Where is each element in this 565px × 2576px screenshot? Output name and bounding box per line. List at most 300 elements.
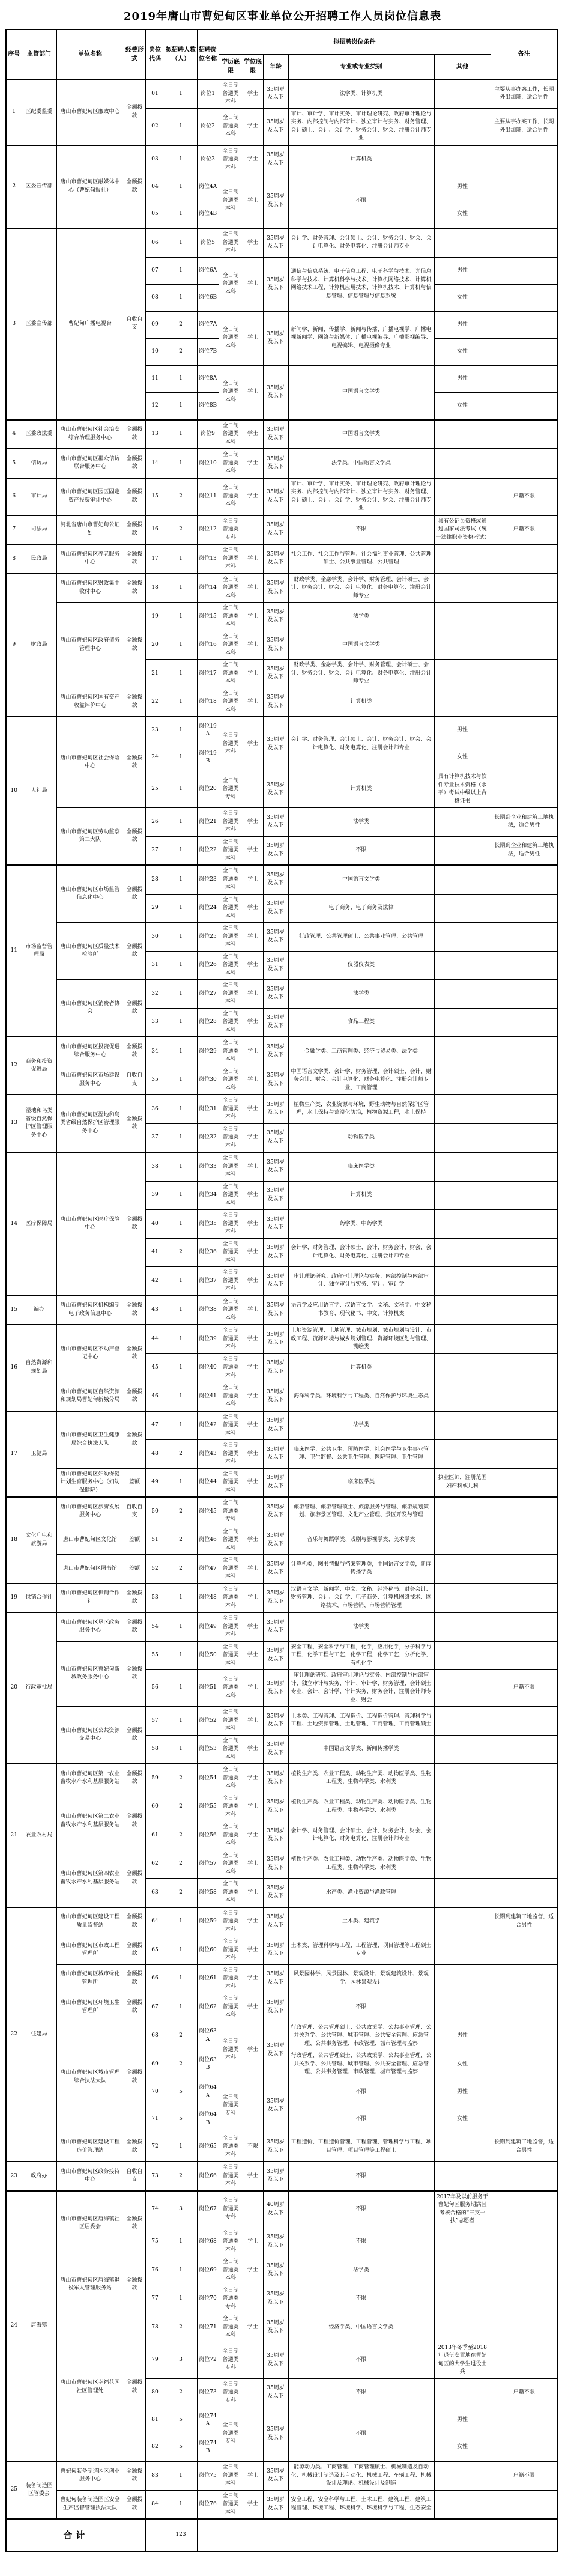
table-cell: 1 — [165, 1181, 197, 1210]
table-cell: 全日制普通类本科 — [219, 865, 243, 894]
table-cell: 唐海镇 — [22, 2191, 56, 2462]
table-cell: 全日制普通类本科 — [219, 574, 243, 603]
table-cell: 全日制普通类本科 — [219, 1123, 243, 1152]
table-cell — [491, 2342, 558, 2378]
table-cell: 男性 — [434, 365, 491, 392]
table-cell: 土地资源管理、土地管理、城市规划、城市规划与设计、市政工程、资源环境与城乡规划管理、资源环境区划与管理、测绘类 — [288, 1325, 434, 1353]
table-cell: 51 — [145, 1526, 165, 1555]
table-cell: 35周岁及以下 — [263, 2256, 288, 2285]
table-cell: 岗位47 — [197, 1555, 219, 1584]
table-cell: 9 — [6, 574, 22, 717]
table-cell: 学士 — [243, 1468, 263, 1497]
table-cell: 岗位33 — [197, 1152, 219, 1181]
table-cell: 学士 — [243, 1555, 263, 1584]
table-cell — [434, 1907, 491, 1936]
table-cell: 学士 — [243, 980, 263, 1009]
table-cell: 安全工程、安全科学与工程、土木工程、建筑工程、建筑工程管理、环境工程、环境科学、环境科学与工程、生态安全 — [288, 2490, 434, 2519]
table-cell: 唐山市曹妃甸区不动产登记中心 — [56, 1325, 124, 1382]
table-cell: 全额拨款 — [124, 923, 145, 980]
table-cell: 唐山市曹妃甸区廉政中心 — [56, 79, 124, 145]
table-cell: 31 — [145, 951, 165, 980]
table-cell — [243, 1497, 263, 1526]
table-cell: 岗位61 — [197, 1964, 219, 1993]
table-cell: 58 — [145, 1735, 165, 1764]
header-cell: 招聘岗位名称 — [197, 29, 219, 79]
table-cell: 唐山市曹妃甸区城市绿化管理所 — [56, 1964, 124, 1993]
table-cell: 唐山市曹妃甸区城市管理综合执法大队 — [56, 2022, 124, 2133]
table-cell: 唐山市曹妃甸区第一农业畜牧水产水利基层服务站 — [56, 1764, 124, 1793]
table-cell: 73 — [145, 2161, 165, 2191]
table-cell: 1 — [165, 631, 197, 660]
table-cell: 1 — [165, 79, 197, 108]
table-cell: 男性 — [434, 311, 491, 338]
table-cell: 35周岁及以下 — [263, 1584, 288, 1613]
table-cell: 69 — [145, 2050, 165, 2079]
table-cell: 35周岁及以下 — [263, 1008, 288, 1037]
table-cell: 学士 — [243, 2313, 263, 2342]
table-cell: 1 — [165, 1670, 197, 1707]
header-cell: 单位名称 — [56, 29, 124, 79]
table-cell: 1 — [165, 1353, 197, 1382]
table-cell: 全日制普通类本科 — [219, 1670, 243, 1707]
table-cell: 2 — [165, 1850, 197, 1879]
table-cell — [491, 865, 558, 894]
table-cell: 35周岁及以下 — [263, 2490, 288, 2519]
table-cell: 20 — [145, 631, 165, 660]
table-cell: 1 — [165, 980, 197, 1009]
table-cell: 唐山市曹妃甸区政府债务管理中心 — [56, 603, 124, 688]
table-cell — [434, 894, 491, 923]
table-cell — [491, 1850, 558, 1879]
table-cell: 岗位70 — [197, 2285, 219, 2313]
table-cell: 12 — [145, 392, 165, 420]
table-cell: 35周岁及以下 — [263, 257, 288, 311]
table-cell: 商务和投资促进局 — [22, 1037, 56, 1095]
table-cell: 学士 — [243, 1850, 263, 1879]
table-cell: 35周岁及以下 — [263, 1735, 288, 1764]
table-cell: 唐山市曹妃甸区公共资源交易中心 — [56, 1707, 124, 1764]
table-cell: 2 — [165, 2378, 197, 2407]
table-cell: 学士 — [243, 1764, 263, 1793]
table-cell — [243, 2191, 263, 2228]
table-cell: 法学类 — [288, 808, 434, 837]
table-cell: 学士 — [243, 808, 263, 837]
table-cell: 水产类、渔业资源与渔政管理 — [288, 1879, 434, 1907]
table-cell: 临床医学、公共卫生、预防医学、社会医学与卫生事业管理、卫生监督、公共卫生管理、医院管理、卫生管理 — [288, 1440, 434, 1469]
table-cell: 岗位69 — [197, 2256, 219, 2285]
table-cell — [491, 923, 558, 952]
table-cell: 1 — [165, 1411, 197, 1440]
table-cell: 学士 — [243, 1152, 263, 1181]
table-cell: 学士 — [243, 79, 263, 108]
table-cell: 1 — [165, 1964, 197, 1993]
table-cell: 行政管理、公共管理硕士、公共政策学、公共事业管理、公共关系学、公共管理、城市管理、公共安全管理、应急管理、公共事务管理、市政管理、城市管理与监察 — [288, 2022, 434, 2050]
table-cell: 2 — [165, 1497, 197, 1526]
table-cell — [491, 420, 558, 449]
table-cell: 35周岁及以下 — [263, 1037, 288, 1066]
table-cell: 岗位52 — [197, 1707, 219, 1736]
table-cell — [434, 1670, 491, 1707]
table-cell: 18 — [6, 1497, 22, 1584]
table-cell: 1 — [165, 228, 197, 257]
table-cell: 唐山市曹妃甸区图书馆 — [56, 1555, 124, 1584]
table-cell: 全日制普通类本科 — [219, 980, 243, 1009]
table-cell: 不限 — [288, 515, 434, 545]
table-cell — [434, 2313, 491, 2342]
table-cell: 15 — [145, 478, 165, 515]
header-cell: 学历底限 — [219, 55, 243, 80]
table-cell: 计算机类 — [288, 771, 434, 808]
table-cell: 全日制普通类本科 — [219, 257, 243, 311]
table-cell — [491, 2285, 558, 2313]
table-cell: 学士 — [243, 1735, 263, 1764]
table-cell: 83 — [145, 2461, 165, 2490]
table-cell: 35周岁及以下 — [263, 1325, 288, 1353]
table-cell: 学士 — [243, 2161, 263, 2191]
table-cell: 不限 — [288, 2228, 434, 2256]
table-cell: 22 — [145, 688, 165, 717]
table-cell: 84 — [145, 2490, 165, 2519]
table-cell: 不限 — [288, 836, 434, 865]
table-cell: 文化广电和旅游局 — [22, 1497, 56, 1584]
table-cell: 35周岁及以下 — [263, 2161, 288, 2191]
table-cell: 岗位42 — [197, 1411, 219, 1440]
table-cell: 唐山市曹妃甸区市场建设服务中心 — [56, 1066, 124, 1095]
page-title: 2019年唐山市曹妃甸区事业单位公开招聘工作人员岗位信息表 — [123, 10, 442, 23]
table-cell — [434, 865, 491, 894]
table-cell: 7 — [6, 515, 22, 545]
table-cell — [491, 1468, 558, 1497]
header-cell: 经费形式 — [124, 29, 145, 79]
table-cell: 全额拨款 — [124, 1850, 145, 1907]
table-cell: 82 — [145, 2434, 165, 2462]
table-cell: 女性 — [434, 2050, 491, 2079]
table-cell: 学士 — [243, 923, 263, 952]
table-cell: 26 — [145, 808, 165, 837]
table-cell: 唐山市曹妃甸区国有资产收益评价中心 — [56, 688, 124, 717]
table-cell — [491, 660, 558, 688]
table-cell — [491, 1879, 558, 1907]
table-cell: 女性 — [434, 284, 491, 311]
table-cell: 71 — [145, 2106, 165, 2133]
table-cell — [491, 1325, 558, 1353]
table-cell: 岗位34 — [197, 1181, 219, 1210]
table-cell: 主要从事办案工作，长期外出加班，适合男性 — [491, 108, 558, 145]
table-cell: 供销合作社 — [22, 1584, 56, 1613]
table-cell: 唐山市曹妃甸区建设工程造价管理站 — [56, 2133, 124, 2161]
table-cell: 学士 — [243, 2490, 263, 2519]
table-cell: 计算机类，图书情报与档案管理类，中国语言文学类，新闻传播学类 — [288, 1555, 434, 1584]
table-cell: 08 — [145, 284, 165, 311]
table-cell — [491, 257, 558, 284]
table-cell: 唐山市曹妃甸区妇幼保健计划生育服务中心（妇幼保健院） — [56, 1468, 124, 1497]
table-cell: 植物生产类、农业工程类、动物生产类、动物医学类、生物工程类、生物科学类、水利类 — [288, 1764, 434, 1793]
table-cell: 学士 — [243, 865, 263, 894]
table-cell: 岗位11 — [197, 478, 219, 515]
table-cell — [491, 228, 558, 257]
table-cell — [491, 1555, 558, 1584]
table-cell: 唐山市曹妃甸区供销合作社 — [56, 1584, 124, 1613]
table-cell: 户籍不限 — [491, 478, 558, 515]
table-cell: 32 — [145, 980, 165, 1009]
table-cell: 学士 — [243, 2256, 263, 2285]
table-cell: 唐山市曹妃甸区社会治安综合治理服务中心 — [56, 420, 124, 449]
table-cell: 21 — [6, 1764, 22, 1907]
table-cell: 学士 — [243, 420, 263, 449]
table-cell: 5 — [165, 2434, 197, 2462]
table-cell: 岗位1 — [197, 79, 219, 108]
table-cell — [434, 631, 491, 660]
table-cell — [434, 108, 491, 145]
table-cell: 35周岁及以下 — [263, 2022, 288, 2079]
table-cell: 旅游管理、旅游管理硕士、旅游服务与管理、旅游规划策划、旅游景区管理、文化产业管理、景区开发与管理 — [288, 1497, 434, 1526]
table-cell: 全日制普通类本科 — [219, 894, 243, 923]
table-cell: 全额拨款 — [124, 1793, 145, 1850]
table-cell: 户籍不限 — [491, 515, 558, 545]
table-cell: 30 — [145, 923, 165, 952]
table-cell: 09 — [145, 311, 165, 338]
table-cell: 全日制普通类本科 — [219, 145, 243, 174]
table-cell — [434, 228, 491, 257]
table-cell: 社会工作、社会工作与管理、社会福利事业管理、公共管理硕士、公共事业管理、公共管理 — [288, 544, 434, 574]
table-cell — [491, 980, 558, 1009]
table-cell: 学士 — [243, 257, 263, 311]
table-cell — [491, 2313, 558, 2342]
table-cell: 全额拨款 — [124, 1382, 145, 1411]
table-cell: 1 — [165, 1993, 197, 2022]
table-cell — [434, 1382, 491, 1411]
table-cell: 1 — [165, 2490, 197, 2519]
table-cell: 岗位25 — [197, 923, 219, 952]
table-cell: 工程造价、工程造价管理、工程管理、管理科学与工程、项目管理、项目管理等工程硕士 — [288, 2133, 434, 2161]
table-cell: 23 — [6, 2161, 22, 2191]
table-cell: 民政局 — [22, 544, 56, 574]
table-cell: 35周岁及以下 — [263, 717, 288, 771]
table-cell: 全日制普通类本科 — [219, 1210, 243, 1239]
table-cell: 学士 — [243, 1411, 263, 1440]
table-cell: 岗位63B — [197, 2050, 219, 2079]
table-cell: 全日制普通类本科 — [219, 2490, 243, 2519]
table-cell: 全额拨款 — [124, 2313, 145, 2462]
table-cell: 通信与信息系统、电子信息工程、电子科学与技术、光信息科学与技术、计算机科学与技术、计算机网络技术、计算机网络技术工程、计算机应用技术、计算机技术、计算机与信息管理、信息管理与信息系统 — [288, 257, 434, 311]
table-cell: 01 — [145, 79, 165, 108]
table-cell: 52 — [145, 1555, 165, 1584]
table-cell: 全日制普通类本科 — [219, 603, 243, 631]
table-cell: 75 — [145, 2228, 165, 2256]
table-cell — [434, 1555, 491, 1584]
table-cell: 岗位55 — [197, 1793, 219, 1821]
table-cell: 男性 — [434, 257, 491, 284]
table-cell: 55 — [145, 1641, 165, 1670]
table-cell — [491, 544, 558, 574]
table-cell: 1 — [165, 1612, 197, 1641]
table-cell: 户籍不限 — [491, 2378, 558, 2407]
table-cell: 岗位41 — [197, 1382, 219, 1411]
table-cell — [434, 1707, 491, 1736]
table-cell: 装备制造园区管委会 — [22, 2461, 56, 2519]
table-cell: 2 — [165, 1879, 197, 1907]
table-cell: 12 — [6, 1037, 22, 1095]
table-cell: 植物生产类、农业工程类、动物生产类、动物医学类、生物工程类、生物科学类、水利类 — [288, 1850, 434, 1879]
table-cell: 岗位26 — [197, 951, 219, 980]
table-cell — [491, 1612, 558, 1641]
table-cell: 具有公证员资格或通过国家司法考试（统一法律职业资格考试） — [434, 515, 491, 545]
table-cell: 女性 — [434, 2434, 491, 2462]
table-cell: 全额拨款 — [124, 145, 145, 229]
table-cell: 1 — [165, 836, 197, 865]
table-cell: 全日制普通类专科 — [219, 1497, 243, 1526]
table-cell: 女性 — [434, 338, 491, 365]
table-cell — [491, 1707, 558, 1736]
table-cell: 全额拨款 — [124, 808, 145, 866]
table-cell: 全额拨款 — [124, 1964, 145, 1993]
table-cell: 市场监督管理局 — [22, 865, 56, 1037]
table-cell: 35周岁及以下 — [263, 1066, 288, 1095]
table-cell: 13 — [145, 420, 165, 449]
table-cell: 学士 — [243, 1296, 263, 1325]
table-cell: 2013年冬季至2018年退伍安置地在曹妃甸区的大学生退役士兵 — [434, 2342, 491, 2378]
table-cell: 岗位64A — [197, 2079, 219, 2106]
table-cell — [243, 2285, 263, 2313]
table-cell — [491, 1411, 558, 1440]
table-cell: 学士 — [243, 1382, 263, 1411]
table-cell: 43 — [145, 1296, 165, 1325]
table-cell: 35 — [145, 1066, 165, 1095]
table-cell: 35周岁及以下 — [263, 1936, 288, 1965]
table-cell: 岗位31 — [197, 1095, 219, 1123]
table-cell: 1 — [165, 1641, 197, 1670]
table-cell: 11 — [145, 365, 165, 392]
table-cell — [434, 1936, 491, 1965]
table-cell — [491, 1526, 558, 1555]
table-cell: 岗位2 — [197, 108, 219, 145]
table-cell: 35周岁及以下 — [263, 1907, 288, 1936]
table-cell: 学士 — [243, 1066, 263, 1095]
table-cell: 1 — [165, 1907, 197, 1936]
header-cell: 拟招聘岗位条件 — [219, 29, 491, 55]
table-cell: 会计学、财务管理、会计硕士、会计、财务会计、财会、会计电算化、财务电算化、注册会计师专业 — [288, 1238, 434, 1267]
header-cell: 专业或专业类别 — [288, 55, 434, 80]
table-cell: 35周岁及以下 — [263, 1879, 288, 1907]
table-cell — [491, 1735, 558, 1764]
table-cell: 学士 — [243, 1267, 263, 1296]
table-cell: 35周岁及以下 — [263, 1440, 288, 1469]
table-cell: 唐山市曹妃甸区文化馆 — [56, 1526, 124, 1555]
table-cell — [434, 145, 491, 174]
table-cell: 唐山市曹妃甸区幸福花园社区管理处 — [56, 2313, 124, 2462]
table-cell — [491, 894, 558, 923]
table-cell: 全额拨款 — [124, 2133, 145, 2161]
table-cell: 唐山市曹妃甸区消费者协会 — [56, 980, 124, 1037]
table-cell: 学士 — [243, 1123, 263, 1152]
table-cell: 全日制普通类本科 — [219, 1037, 243, 1066]
table-cell: 岗位6B — [197, 284, 219, 311]
table-cell: 全额拨款 — [124, 478, 145, 515]
table-cell: 全日制普通类专科 — [219, 515, 243, 545]
table-cell: 岗位73 — [197, 2378, 219, 2407]
table-cell: 1 — [165, 1123, 197, 1152]
table-cell: 会计学、财务管理、会计硕士、会计、财务会计、财会、会计电算化、财务电算化、注册会计师专业 — [288, 228, 434, 257]
table-cell: 81 — [145, 2407, 165, 2434]
table-cell: 全日制普通类本科 — [219, 2313, 243, 2342]
table-cell: 学士 — [243, 660, 263, 688]
table-cell: 岗位19B — [197, 744, 219, 771]
table-cell — [434, 2461, 491, 2490]
table-cell — [491, 603, 558, 631]
table-cell — [491, 145, 558, 174]
table-cell: 14 — [6, 1152, 22, 1296]
table-cell: 70 — [145, 2079, 165, 2106]
table-cell: 不限 — [288, 2378, 434, 2407]
table-cell: 1 — [165, 1095, 197, 1123]
table-cell: 全日制普通类本科 — [219, 1181, 243, 1210]
table-cell: 2 — [6, 145, 22, 229]
table-cell: 35周岁及以下 — [263, 1382, 288, 1411]
table-cell — [434, 1238, 491, 1267]
table-cell: 全日制普通类本科 — [219, 449, 243, 478]
table-cell: 岗位63A — [197, 2022, 219, 2050]
table-cell — [434, 79, 491, 108]
table-cell: 2 — [165, 2313, 197, 2342]
table-cell: 全日制普通类专科 — [219, 771, 243, 808]
table-cell: 1 — [165, 1382, 197, 1411]
table-cell: 法学类 — [288, 980, 434, 1009]
table-cell: 35周岁及以下 — [263, 1993, 288, 2022]
table-cell — [491, 771, 558, 808]
table-cell: 全日制普通类本科 — [219, 808, 243, 837]
table-cell: 曹妃甸广播电视台 — [56, 228, 124, 420]
table-cell: 不限 — [288, 2407, 434, 2462]
table-cell: 药学类、中药学类 — [288, 1210, 434, 1239]
table-cell: 23 — [145, 717, 165, 744]
table-cell: 财政学类、金融学类、会计学、财务管理、会计硕士、会计、财务会计、财会、会计电算化、财务电算化、注册会计师专业 — [288, 660, 434, 688]
table-cell: 全日制普通类本科 — [219, 2461, 243, 2490]
table-cell: 全额拨款 — [124, 1936, 145, 1965]
table-cell: 1 — [165, 923, 197, 952]
table-cell: 全日制普通类本科 — [219, 174, 243, 229]
table-cell: 岗位62 — [197, 1993, 219, 2022]
table-cell: 岗位56 — [197, 1821, 219, 1850]
table-cell: 1 — [165, 1325, 197, 1353]
table-cell: 学士 — [243, 449, 263, 478]
table-cell: 35周岁及以下 — [263, 1296, 288, 1325]
table-cell: 唐山市曹妃甸区医疗保险中心 — [56, 1152, 124, 1296]
table-cell: 唐山市曹妃甸区自然资源和规划局曹妃甸新城分局 — [56, 1382, 124, 1411]
table-cell: 唐山市曹妃甸区唐海镇社区居委会 — [56, 2191, 124, 2256]
table-cell: 学士 — [243, 1238, 263, 1267]
table-cell: 3 — [165, 2342, 197, 2378]
table-cell: 1 — [165, 1267, 197, 1296]
table-cell: 全日制普通类本科 — [219, 1584, 243, 1613]
table-cell: 1 — [165, 1037, 197, 1066]
table-cell: 全额拨款 — [124, 574, 145, 603]
table-cell: 全日制普通类本科 — [219, 1764, 243, 1793]
table-cell: 全额拨款 — [124, 865, 145, 923]
table-cell — [491, 744, 558, 771]
table-cell: 35周岁及以下 — [263, 1181, 288, 1210]
table-cell: 44 — [145, 1325, 165, 1353]
table-cell: 1 — [165, 660, 197, 688]
table-cell — [434, 2161, 491, 2191]
table-cell: 岗位76 — [197, 2490, 219, 2519]
table-cell: 土木类、工程管理、工程造价、工程造价管理、管理科学与工程、土地资源管理、土地管理、工商管理、工商管理硕士 — [288, 1707, 434, 1736]
table-cell — [434, 808, 491, 837]
table-cell — [491, 1181, 558, 1210]
table-cell: 差额 — [124, 1468, 145, 1497]
table-cell — [491, 449, 558, 478]
table-cell: 岗位27 — [197, 980, 219, 1009]
table-cell: 79 — [145, 2342, 165, 2378]
